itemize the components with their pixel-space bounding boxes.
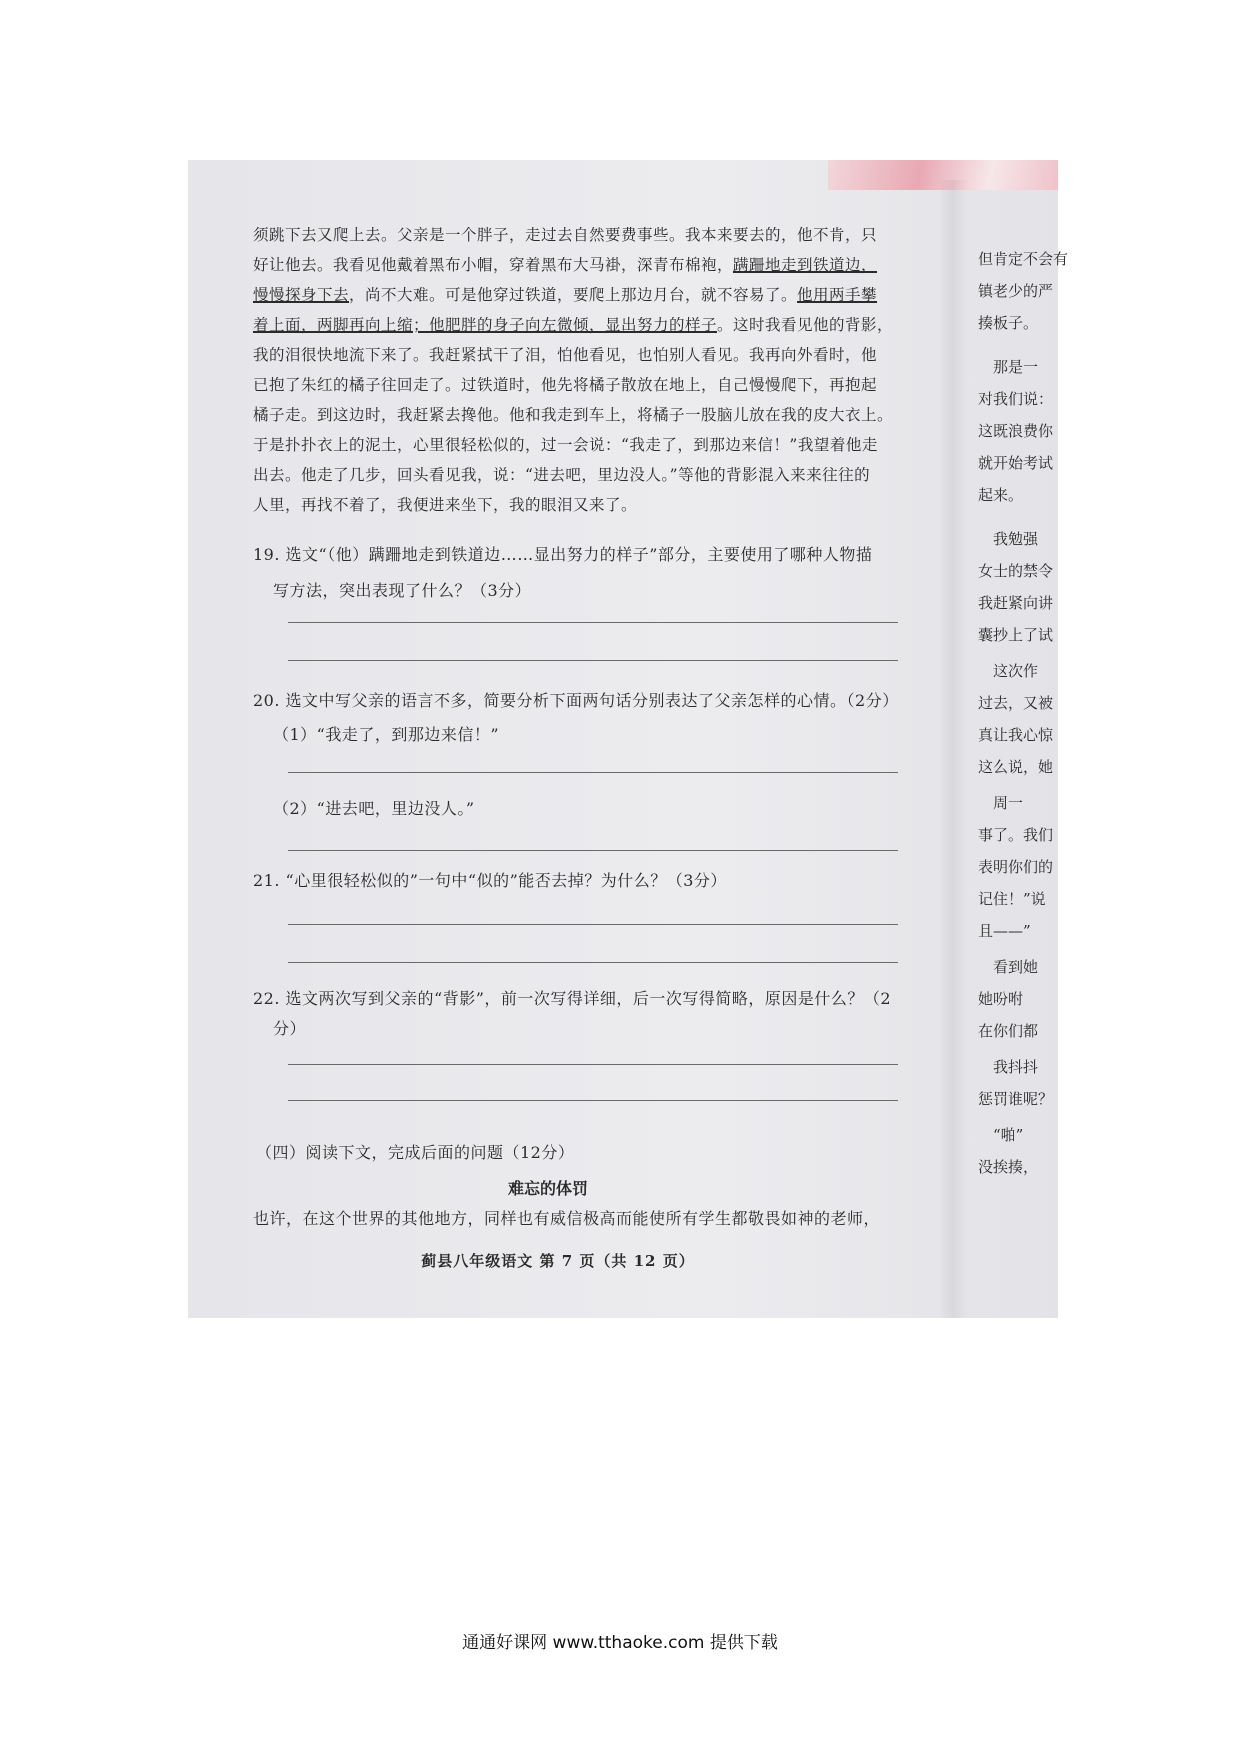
passage-text-segment: 人里，再找不着了，我便进来坐下，我的眼泪又来了。 (253, 496, 638, 514)
passage-line (253, 430, 903, 460)
answer-line (288, 772, 898, 773)
passage-text-segment: 出去。他走了几步，回头看见我，说：“进去吧，里边没人。”等他的背影混入来来往往的 (253, 466, 871, 484)
answer-line (288, 1100, 898, 1101)
passage-text-segment: 好让他去。我看见他戴着黑布小帽，穿着黑布大马褂，深青布棉袍， (253, 256, 734, 274)
right-column-line: 周一 (978, 794, 1024, 812)
right-column-line: 记住！”说 (978, 890, 1046, 908)
passage-text-segment: 于是扑扑衣上的泥土，心里很轻松似的，过一会说：“我走了，到那边来信！”我望着他走 (253, 436, 878, 454)
page-footer: 蓟县八年级语文 第 7 页（共 12 页） (421, 1252, 695, 1270)
underlined-text: 蹒跚地走到铁道边， (733, 256, 878, 274)
passage-text-segment: 。这时我看见他的背影， (717, 316, 894, 334)
question-19-line1: 19. 选文“（他）蹒跚地走到铁道边……显出努力的样子”部分，主要使用了哪种人物描 (253, 545, 873, 564)
right-column-line: 真让我心惊 (978, 726, 1054, 744)
answer-line (288, 622, 898, 623)
question-20: 20. 选文中写父亲的语言不多，简要分析下面两句话分别表达了父亲怎样的心情。（2分） (253, 691, 899, 710)
right-column-line: 这么说，她 (978, 758, 1054, 776)
right-column-line: 表明你们的 (978, 858, 1054, 876)
passage-line (253, 220, 903, 250)
right-column-line: 事了。我们 (978, 826, 1054, 844)
exam-page-photo (188, 160, 1069, 1318)
answer-line (288, 660, 898, 661)
passage-line (253, 460, 903, 490)
question-22-line2: 分） (273, 1019, 307, 1038)
passage-text (253, 220, 903, 520)
right-column-line: 在你们都 (978, 1022, 1039, 1040)
passage-line (253, 340, 903, 370)
right-column-line: 那是一 (978, 358, 1039, 376)
passage-text-segment: 橘子走。到这边时，我赶紧去搀他。他和我走到车上，将橘子一股脑儿放在我的皮大衣上。 (253, 406, 894, 424)
right-column-line: 我赶紧向讲 (978, 594, 1054, 612)
right-column-line: 惩罚谁呢？ (978, 1090, 1054, 1108)
right-column-line: 我勉强 (978, 530, 1039, 548)
passage-line (253, 310, 903, 340)
right-column-line: 就开始考试 (978, 454, 1054, 472)
passage-text-segment: 已抱了朱红的橘子往回走了。过铁道时，他先将橘子散放在地上，自己慢慢爬下，再抱起 (253, 376, 878, 394)
right-column-line: 这次作 (978, 662, 1039, 680)
passage-line (253, 250, 903, 280)
underlined-text: 慢慢探身下去 (253, 286, 350, 304)
right-column-line: 且——” (978, 922, 1031, 940)
right-column-line: 她吩咐 (978, 990, 1024, 1008)
right-column-line: 揍板子。 (978, 314, 1039, 332)
answer-line (288, 850, 898, 851)
article-title: 难忘的体罚 (507, 1179, 588, 1198)
passage-line (253, 370, 903, 400)
right-column-line: 我抖抖 (978, 1058, 1039, 1076)
answer-line (288, 962, 898, 963)
right-column-line: 过去，又被 (978, 694, 1054, 712)
passage-text-segment: ，尚不大难。可是他穿过铁道，要爬上那边月台，就不容易了。 (349, 286, 798, 304)
passage-line (253, 280, 903, 310)
right-column-line: 但肯定不会有 (978, 250, 1069, 268)
passage-excerpt (253, 220, 903, 520)
right-column-line: 看到她 (978, 958, 1039, 976)
right-column-line: 囊抄上了试 (978, 626, 1054, 644)
answer-line (288, 924, 898, 925)
question-19-line2: 写方法，突出表现了什么？（3分） (273, 581, 532, 600)
question-20-part1: （1）“我走了，到那边来信！” (273, 725, 500, 744)
passage-text-segment: 须跳下去又爬上去。父亲是一个胖子，走过去自然要费事些。我本来要去的，他不肯，只 (253, 226, 878, 244)
site-credit: 通通好课网 www.tthaoke.com 提供下载 (462, 1633, 778, 1653)
question-21: 21. “心里很轻松似的”一句中“似的”能否去掉？为什么？（3分） (253, 871, 727, 890)
right-column-line: 镇老少的严 (978, 282, 1054, 300)
right-column-line: 没挨揍， (978, 1158, 1039, 1176)
page-fold (938, 180, 968, 1318)
right-column-line: 对我们说： (978, 390, 1054, 408)
right-column-line: “啪” (978, 1126, 1024, 1144)
passage-text-segment: 我的泪很快地流下来了。我赶紧拭干了泪，怕他看见，也怕别人看见。我再向外看时，他 (253, 346, 878, 364)
underlined-text: 着上面，两脚再向上缩；他肥胖的身子向左微倾，显出努力的样子 (253, 316, 718, 334)
right-column-line: 起来。 (978, 486, 1024, 504)
question-20-part2: （2）“进去吧，里边没人。” (273, 799, 475, 818)
passage-line (253, 490, 903, 520)
article-first-line: 也许，在这个世界的其他地方，同样也有威信极高而能使所有学生都敬畏如神的老师， (253, 1209, 881, 1228)
section-4-heading: （四）阅读下文，完成后面的问题（12分） (256, 1143, 575, 1162)
right-column-line: 这既浪费你 (978, 422, 1054, 440)
right-column-line: 女士的禁令 (978, 562, 1054, 580)
underlined-text: 他用两手攀 (797, 286, 878, 304)
answer-line (288, 1064, 898, 1065)
question-22-line1: 22. 选文两次写到父亲的“背影”，前一次写得详细，后一次写得简略，原因是什么？（2 (253, 989, 892, 1008)
passage-line (253, 400, 903, 430)
